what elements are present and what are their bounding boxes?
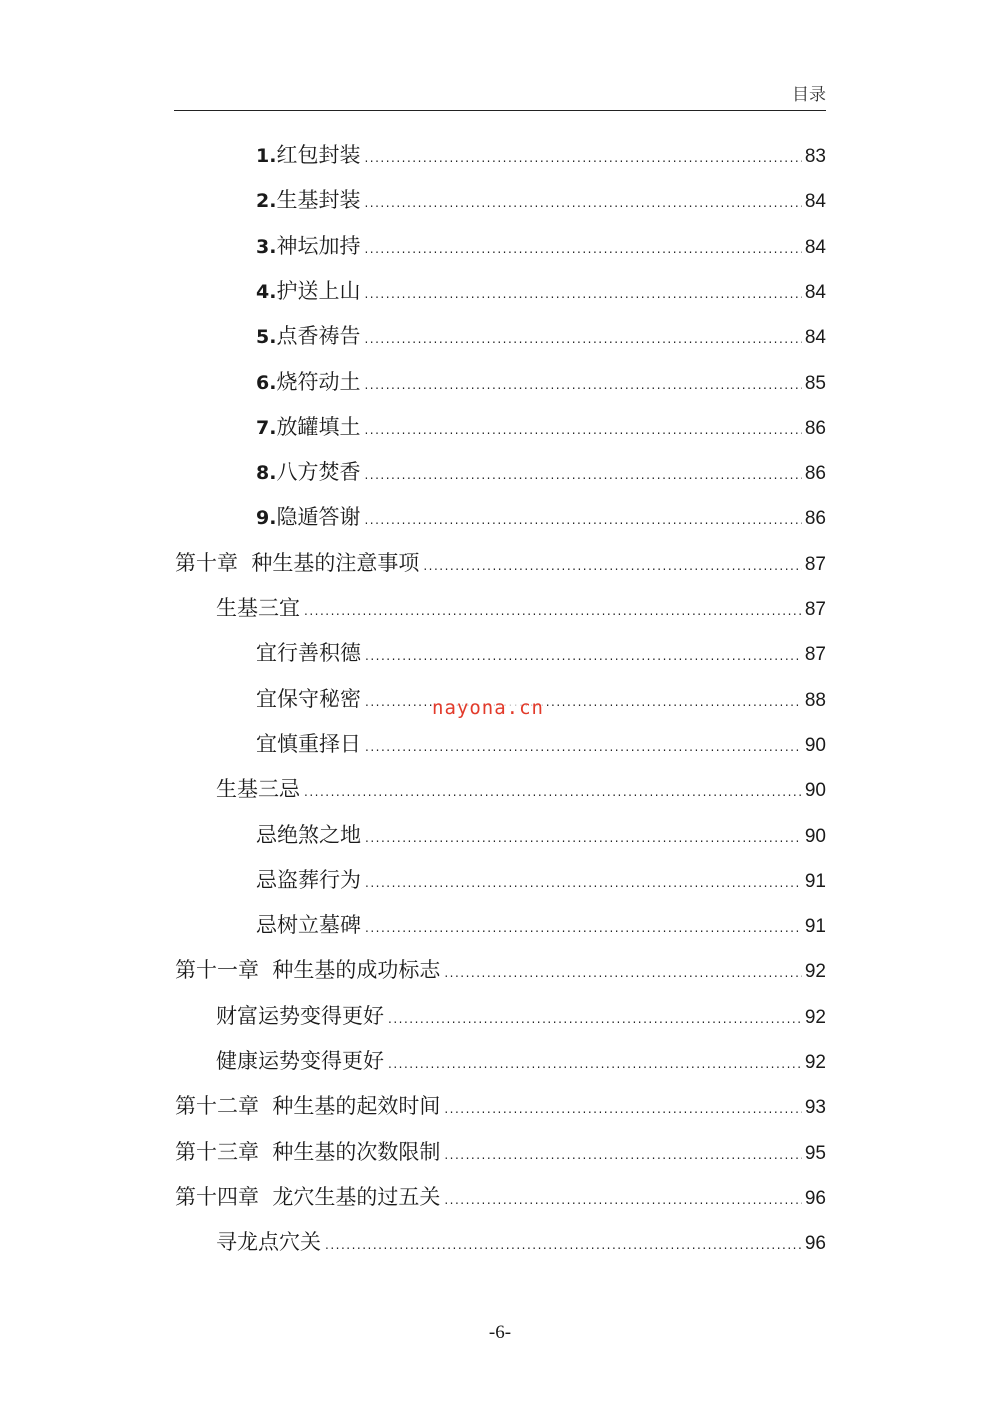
toc-dot-leader [365,641,802,671]
toc-entry-title [256,638,361,668]
toc-entry-number: 9. [256,507,277,529]
toc-entry-page: 87 [804,644,826,665]
toc-dot-leader [364,505,801,535]
toc-entry-page: 92 [804,1007,826,1028]
toc-entry-page: 87 [804,599,826,620]
toc-entry-title [216,1001,384,1031]
toc-entry-page: 86 [804,418,826,439]
toc-entry-text: 宜行善积德 [256,641,361,665]
toc-entry[interactable] [175,1182,826,1212]
toc-entry-page: 87 [804,554,826,575]
toc-entry[interactable] [175,1137,826,1167]
toc-entry-text: 烧符动土 [276,370,361,394]
toc-entry-page: 96 [804,1188,826,1209]
toc-entry-title [175,1091,440,1121]
header-title: 目录 [792,85,826,105]
toc-entry[interactable] [256,231,826,261]
toc-entry[interactable] [256,457,826,487]
toc-entry-title [175,548,419,578]
toc-entry-page: 83 [804,146,826,167]
toc-dot-leader [365,913,802,943]
toc-entry-page: 84 [804,191,826,212]
toc-entry-page: 86 [804,463,826,484]
toc-entry-page: 91 [804,871,826,892]
toc-entry-number: 5. [256,326,277,348]
toc-dot-leader [325,1230,802,1260]
toc-entry[interactable] [256,729,826,759]
toc-entry[interactable] [256,820,826,850]
toc-dot-leader [304,777,802,807]
toc-entry-title [216,1046,384,1076]
toc-entry-page: 92 [804,961,826,982]
toc-dot-leader [365,823,802,853]
toc-entry-text: 健康运势变得更好 [216,1049,384,1073]
toc-entry-page: 90 [804,826,826,847]
toc-entry-title [175,1182,440,1212]
toc-dot-leader [364,460,801,490]
toc-entry-page: 95 [804,1143,826,1164]
toc-entry-text: 第十一章 种生基的成功标志 [175,958,441,982]
toc-entry-text: 宜慎重择日 [256,732,361,756]
toc-entry-title [256,321,360,352]
toc-dot-leader [364,143,801,173]
toc-entry-title [256,865,361,895]
toc-entry-text: 第十四章 龙穴生基的过五关 [175,1185,441,1209]
toc-entry[interactable] [256,502,826,532]
toc-entry-text: 隐遁答谢 [276,505,361,529]
toc-entry[interactable] [216,1227,826,1257]
toc-dot-leader [364,279,801,309]
page-header [174,84,826,111]
toc-dot-leader [423,551,802,581]
toc-entry-title [256,502,360,533]
toc-entry-text: 生基三忌 [216,777,300,801]
toc-entry-text: 宜保守秘密 [256,687,361,711]
toc-entry[interactable] [256,140,826,170]
toc-dot-leader [304,596,802,626]
toc-dot-leader [388,1004,802,1034]
toc-dot-leader [365,687,802,717]
toc-entry-title [216,774,300,804]
toc-entry[interactable] [175,548,826,578]
toc-entry[interactable] [256,367,826,397]
toc-entry-text: 忌绝煞之地 [256,823,361,847]
toc-entry-page: 88 [804,690,826,711]
toc-entry[interactable] [256,321,826,351]
page-number: -6- [488,1322,512,1343]
toc-entry[interactable] [256,276,826,306]
toc-entry-text: 神坛加持 [276,234,361,258]
toc-entry[interactable] [216,593,826,623]
toc-entry-page: 90 [804,735,826,756]
toc-entry-page: 93 [804,1097,826,1118]
toc-entry-title [256,729,361,759]
toc-entry-number: 8. [256,462,277,484]
toc-entry-number: 4. [256,281,277,303]
toc-dot-leader [364,415,801,445]
toc-dot-leader [444,958,802,988]
toc-entry-title [175,955,440,985]
toc-entry[interactable] [175,1091,826,1121]
toc-entry-text: 忌盗葬行为 [256,868,361,892]
toc-entry-number: 2. [256,190,277,212]
toc-entry[interactable] [216,774,826,804]
toc-entry-title [256,140,360,171]
toc-entry[interactable] [256,638,826,668]
toc-entry-page: 84 [804,282,826,303]
toc-dot-leader [364,324,801,354]
toc-entry-page: 84 [804,237,826,258]
toc-dot-leader [364,234,801,264]
toc-entry-title [256,231,360,262]
toc-entry-number: 6. [256,372,277,394]
toc-entry-text: 寻龙点穴关 [216,1230,321,1254]
toc-entry-title [256,185,360,216]
toc-entry[interactable] [216,1001,826,1031]
watermark: nayona.cn [432,697,544,719]
toc-entry-text: 第十二章 种生基的起效时间 [175,1094,441,1118]
toc-entry-page: 92 [804,1052,826,1073]
toc-entry[interactable] [256,185,826,215]
toc-entry[interactable] [256,412,826,442]
toc-entry-title [256,276,360,307]
toc-entry-text: 财富运势变得更好 [216,1004,384,1028]
toc-entry-title [256,820,361,850]
toc-entry-text: 点香祷告 [276,324,361,348]
toc-dot-leader [444,1185,802,1215]
toc-entry-text: 放罐填土 [276,415,361,439]
toc-entry-title [216,593,300,623]
toc-entry-text: 第十三章 种生基的次数限制 [175,1140,441,1164]
toc-entry-number: 1. [256,145,277,167]
toc-entry-text: 护送上山 [276,279,361,303]
toc-entry-title [175,1137,440,1167]
toc-entry-number: 3. [256,236,277,258]
toc-entry[interactable] [216,1046,826,1076]
toc-entry-page: 85 [804,373,826,394]
toc-entry-text: 第十章 种生基的注意事项 [175,551,420,575]
toc-entry-text: 生基三宜 [216,596,300,620]
toc-dot-leader [365,732,802,762]
toc-entry-title [256,412,360,443]
toc-entry[interactable] [256,910,826,940]
toc-entry-number: 7. [256,417,277,439]
toc-entry-text: 八方焚香 [276,460,361,484]
toc-entry-title [256,367,360,398]
toc-entry-page: 91 [804,916,826,937]
toc-entry[interactable] [175,955,826,985]
toc-dot-leader [388,1049,802,1079]
toc-entry-title [256,910,361,940]
toc-entry-title [256,457,360,488]
toc-entry-text: 生基封装 [276,188,361,212]
toc-entry-text: 红包封装 [276,143,361,167]
toc-entry-title [216,1227,321,1257]
toc-dot-leader [444,1140,802,1170]
toc-entry-page: 86 [804,508,826,529]
toc-entry-text: 忌树立墓碑 [256,913,361,937]
toc-dot-leader [365,868,802,898]
toc-dot-leader [364,188,801,218]
toc-entry-page: 84 [804,327,826,348]
toc-entry-page: 90 [804,780,826,801]
toc-dot-leader [364,370,801,400]
toc-entry-title [256,684,361,714]
toc-entry-page: 96 [804,1233,826,1254]
toc-entry[interactable] [256,865,826,895]
toc-dot-leader [444,1094,802,1124]
